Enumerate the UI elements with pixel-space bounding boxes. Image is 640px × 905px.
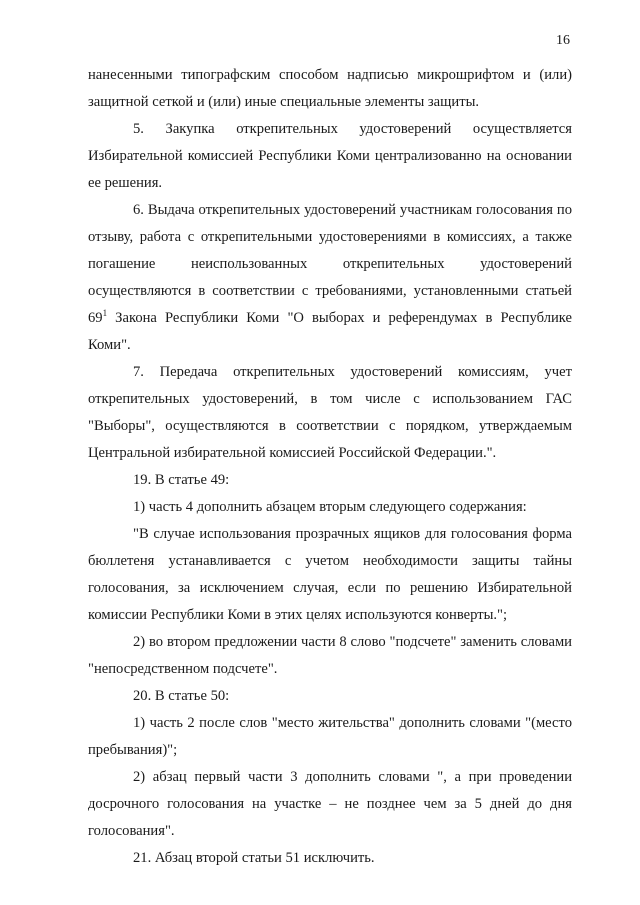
paragraph-50-1 bbox=[88, 710, 572, 764]
article-heading-50 bbox=[88, 683, 572, 710]
article-heading-49 bbox=[88, 467, 572, 494]
page-number: 16 bbox=[556, 33, 570, 48]
paragraph-text: 2) во втором предложении части 8 слово "подсчете" заменить словами "непосредственном подсчете". bbox=[88, 634, 572, 677]
paragraph-text: 6. Выдача открепительных удостоверений участникам голосования по отзыву, работа с открепительными удостоверениями в комиссиях, а также погашение неиспользованных открепительных удостоверений осуществляются в соответствии с требованиями, установленными статьей 69 bbox=[88, 202, 572, 326]
paragraph-text: 19. В статье 49: bbox=[133, 472, 230, 488]
paragraph-49-2 bbox=[88, 629, 572, 683]
paragraph-text: 2) абзац первый части 3 дополнить словами ", а при проведении досрочного голосования на участке – не позднее чем за 5 дней до дня голосования". bbox=[88, 769, 572, 839]
footnote-superscript: 1 bbox=[102, 308, 108, 319]
paragraph-text: 1) часть 4 дополнить абзацем вторым следующего содержания: bbox=[133, 499, 527, 515]
article-item-21 bbox=[88, 845, 572, 872]
paragraph-text: 1) часть 2 после слов "место жительства" дополнить словами "(место пребывания)"; bbox=[88, 715, 572, 758]
quoted-paragraph bbox=[88, 521, 572, 629]
paragraph-text: "В случае использования прозрачных ящиков для голосования форма бюллетеня устанавливается с учетом необходимости защиты тайны голосования, за исключением случая, если по решению Избирательной комиссии Республики Коми в этих целях используются конверты."; bbox=[88, 526, 572, 623]
document-body bbox=[88, 62, 572, 872]
paragraph-text: Закона Республики Коми "О выборах и референдумах в Республике Коми". bbox=[88, 310, 572, 353]
paragraph-text: 20. В статье 50: bbox=[133, 688, 230, 704]
paragraph-text: 5. Закупка открепительных удостоверений осуществляется Избирательной комиссией Республики Коми централизованно на основании ее решения. bbox=[88, 121, 572, 191]
paragraph-item-5 bbox=[88, 116, 572, 197]
paragraph-49-1 bbox=[88, 494, 572, 521]
paragraph-text: 21. Абзац второй статьи 51 исключить. bbox=[133, 850, 375, 866]
paragraph-item-6 bbox=[88, 197, 572, 359]
paragraph-50-2 bbox=[88, 764, 572, 845]
paragraph-text: нанесенными типографским способом надписью микрошрифтом и (или) защитной сеткой и (или) иные специальные элементы защиты. bbox=[88, 67, 572, 110]
paragraph-continuation bbox=[88, 62, 572, 116]
paragraph-item-7 bbox=[88, 359, 572, 467]
paragraph-text: 7. Передача открепительных удостоверений комиссиям, учет открепительных удостоверений, в том числе с использованием ГАС "Выборы", осуществляются в соответствии с порядком, утверждаемым Центральной избирательной комиссией Российской Федерации.". bbox=[88, 364, 572, 461]
